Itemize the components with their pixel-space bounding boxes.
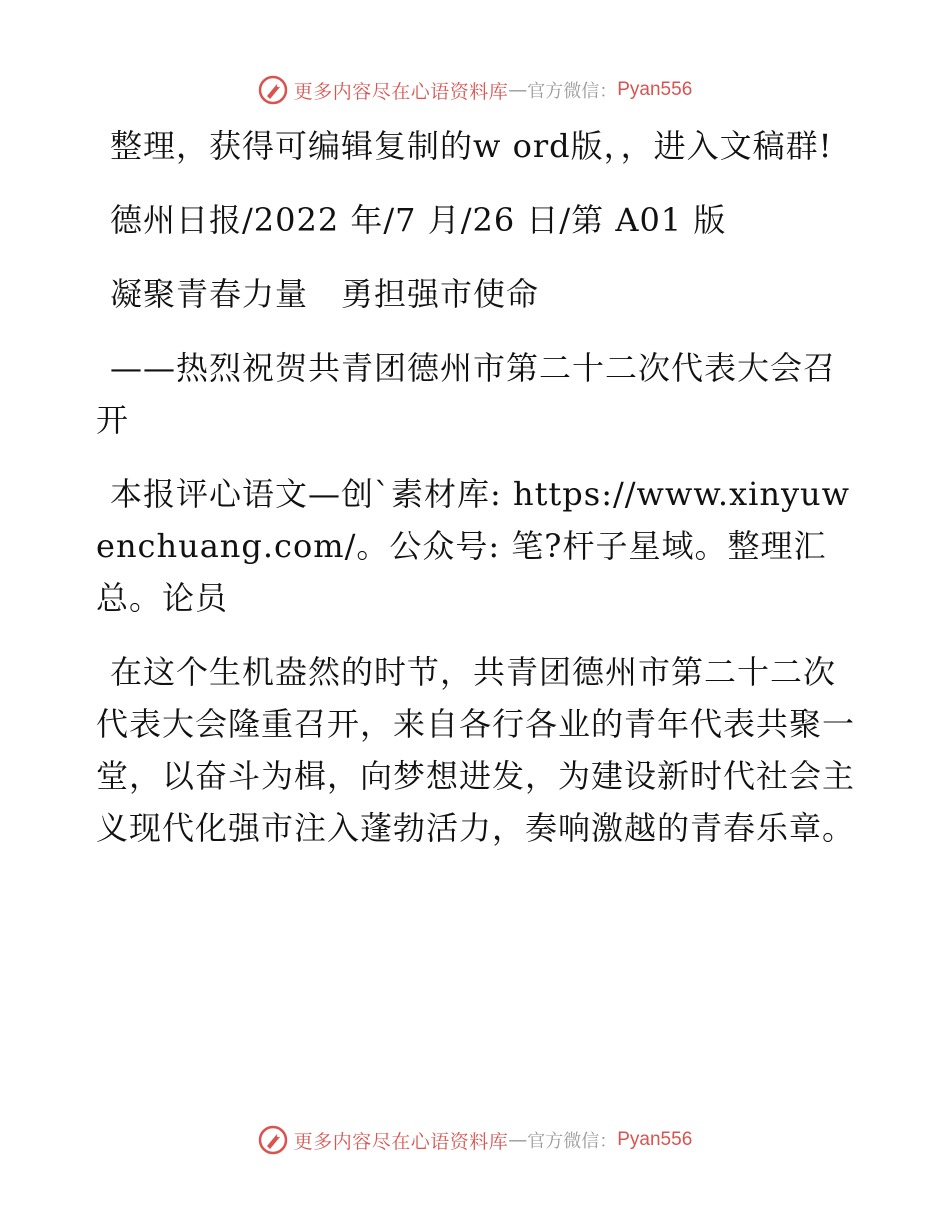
document-body	[96, 120, 856, 876]
watermark-wechat-label: 官方微信：	[527, 81, 618, 102]
watermark-separator: —	[508, 1129, 528, 1151]
body-paragraph: 在这个生机盎然的时节，共青团德州市第二十二次代表大会隆重召开，来自各行各业的青年代表共聚一堂，以奋斗为楫，向梦想进发，为建设新时代社会主义现代化强市注入蓬勃活力，奏响激越的青春乐章。	[96, 653, 856, 847]
footer-watermark	[0, 1120, 950, 1160]
watermark-separator: —	[508, 79, 528, 101]
pen-nib-logo-icon	[258, 1125, 288, 1155]
watermark-text: 更多内容尽在心语资料库	[293, 80, 509, 103]
article-title: 凝聚青春力量 勇担强市使命	[110, 275, 540, 313]
article-subtitle: ——热烈祝贺共青团德州市第二十二次代表大会召开	[96, 349, 837, 439]
watermark-wechat-label: 官方微信：	[527, 1131, 618, 1152]
header-watermark	[0, 70, 950, 110]
watermark-wechat-id: Pyan556	[617, 79, 693, 100]
watermark-wechat-id: Pyan556	[617, 1129, 693, 1150]
author-line: 本报评心语文—创`素材库: https://www.xinyuwenchuang.com/。公众号: 笔?杆子星域。整理汇总。论员	[96, 475, 851, 617]
watermark-text: 更多内容尽在心语资料库	[293, 1130, 509, 1153]
pen-nib-logo-icon	[258, 75, 288, 105]
source-line: 德州日报/2022 年/7 月/26 日/第 A01 版	[110, 201, 727, 239]
intro-paragraph: 整理，获得可编辑复制的w ord版，，进入文稿群!	[110, 127, 833, 165]
